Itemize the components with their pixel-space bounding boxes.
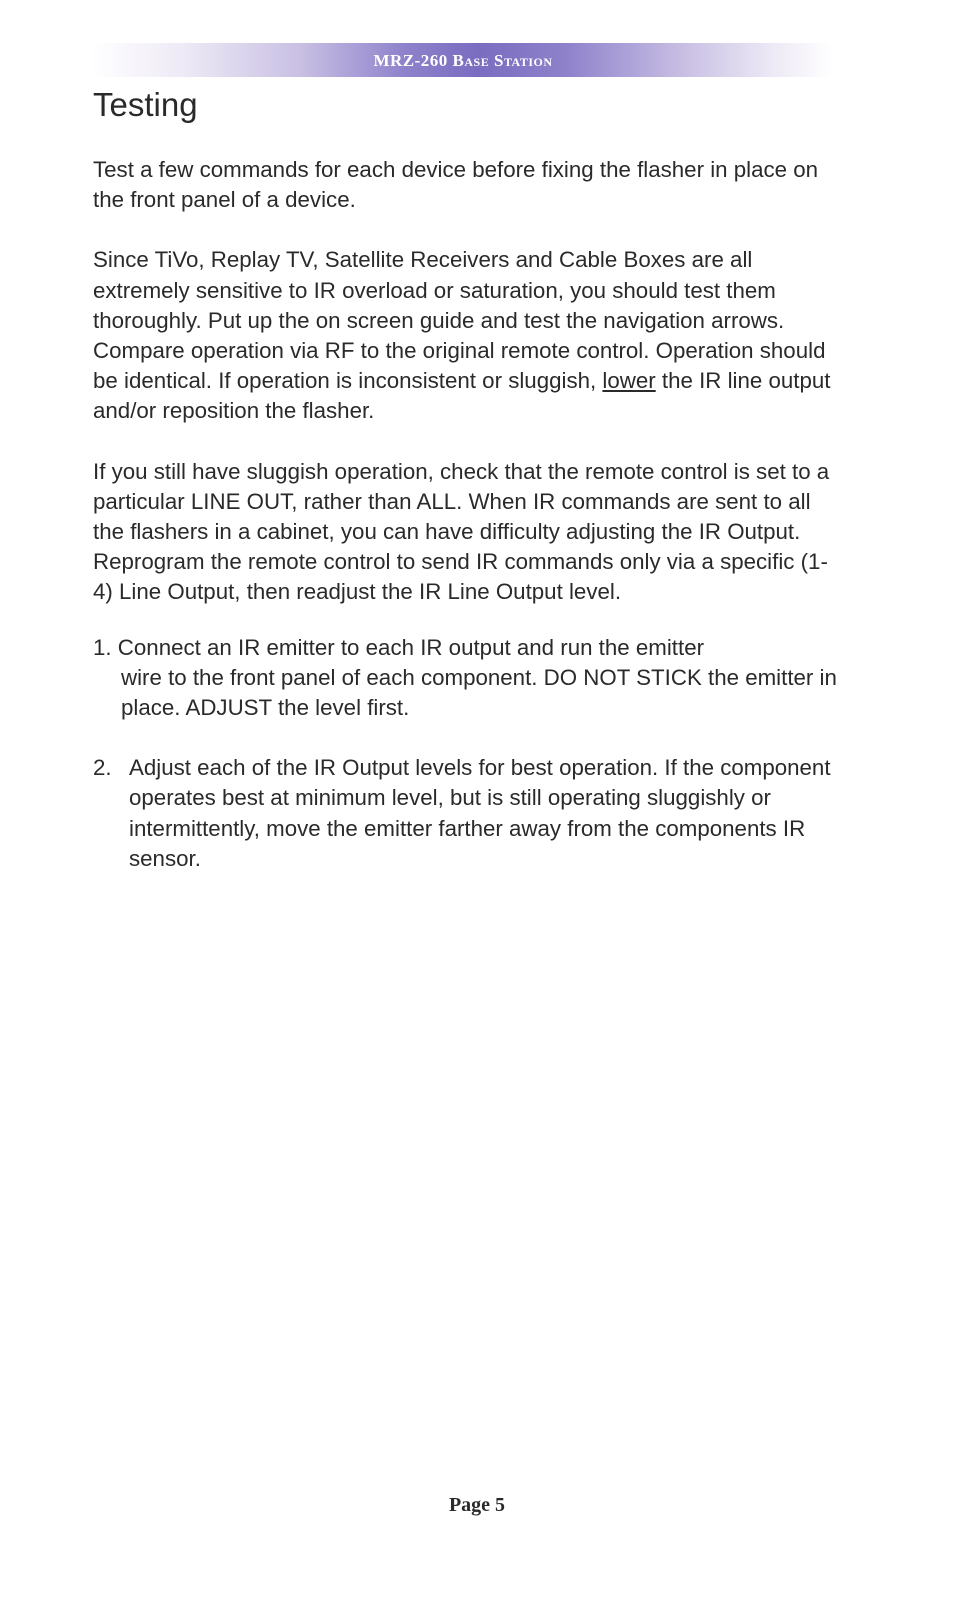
paragraph-sluggish: If you still have sluggish operation, check that the remote control is set to a particular LINE OUT, rather than ALL. When IR commands are sent to all the flashers in a cabinet, you can have difficulty adjusting the IR Output. Reprogram the remote control to send IR commands only via a specific (1-4) Line Output, then readjust the IR Line Output level. xyxy=(93,458,830,605)
step-1 xyxy=(93,633,838,724)
step-2-text: Adjust each of the IR Output levels for best operation. If the component operates best at minimum level, but is still operating sluggishly or intermittently, move the emitter farther away from the components IR sensor. xyxy=(129,755,831,871)
paragraph-intro: Test a few commands for each device before fixing the flasher in place on the front panel of a device. xyxy=(93,157,819,213)
paragraph-sensitivity-text: Since TiVo, Replay TV, Satellite Receivers and Cable Boxes are all extremely sensitive to IR overload or saturation, you should test them thoroughly. Put up the on screen guide and test the navigation arrows. Compare operation via RF to the original remote control. Operation should be identical. If operation is inconsistent or sluggish, xyxy=(93,247,826,394)
paragraph-sensitivity-end: the IR line output and/or reposition the flasher. xyxy=(93,368,831,424)
step-1-first-line: 1. Connect an IR emitter to each IR output and run the emitter xyxy=(93,634,705,660)
body-content xyxy=(93,155,838,904)
header-band xyxy=(92,43,834,77)
step-1-text: wire to the front panel of each component. DO NOT STICK the emitter in place. ADJUST the level first. xyxy=(121,664,837,721)
page-number: Page 5 xyxy=(448,1494,506,1516)
header-title: MRZ-260 Base Station xyxy=(373,51,553,70)
step-2-number: 2. xyxy=(93,755,112,781)
step-2 xyxy=(93,753,838,874)
paragraph-sensitivity xyxy=(93,245,838,426)
page-title: Testing xyxy=(93,86,198,123)
underlined-lower: lower xyxy=(602,368,656,394)
